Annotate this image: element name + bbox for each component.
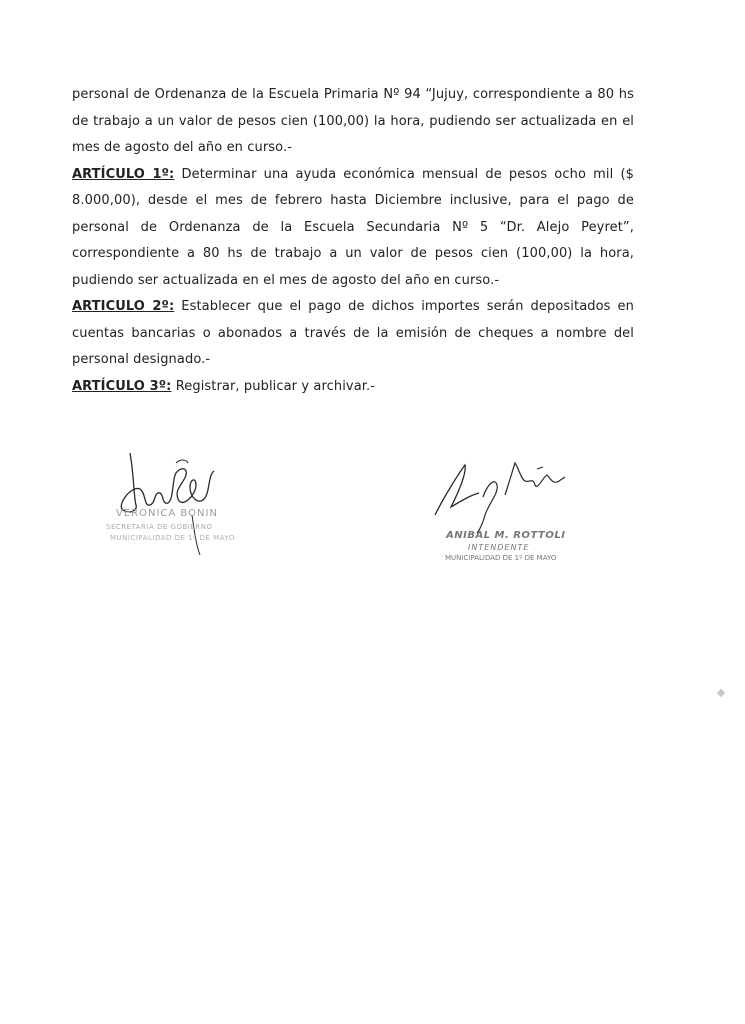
signer-left-title: SECRETARIA DE GOBIERNO	[106, 523, 213, 531]
signature-block-left	[100, 445, 240, 565]
article-2-label: ARTICULO 2º:	[72, 299, 175, 314]
article-1-label: ARTÍCULO 1º:	[72, 166, 175, 182]
signer-left-name: VERONICA BONIN	[116, 508, 218, 519]
article-3-text: Registrar, publicar y archivar.-	[171, 378, 376, 394]
document-body	[72, 82, 634, 400]
paragraph-article-2	[72, 294, 634, 374]
paragraph-text: personal de Ordenanza de la Escuela Primaria Nº 94 “Jujuy, correspondiente a 80 hs de trabajo a un valor de pesos cien (100,00) la hora, pudiendo ser actualizada en el mes de agosto del año en curso.-	[72, 87, 634, 155]
signer-right-title: INTENDENTE	[468, 543, 530, 552]
article-3-label: ARTÍCULO 3º:	[72, 378, 172, 394]
paragraph-article-1	[72, 162, 634, 295]
signature-block-right	[425, 455, 585, 575]
article-2-text: Establecer que el pago de dichos importes serán depositados en cuentas bancarias o abonados a través de la emisión de cheques a nombre del personal designado.-	[72, 299, 634, 367]
scan-speck	[717, 689, 725, 697]
signer-left-subtitle: MUNICIPALIDAD DE 1º DE MAYO	[110, 534, 235, 542]
paragraph-article-3	[72, 374, 634, 401]
signer-right-name: ANIBAL M. ROTTOLI	[446, 530, 566, 541]
handwritten-signature-right	[425, 455, 585, 535]
article-1-text: Determinar una ayuda económica mensual de pesos ocho mil ($ 8.000,00), desde el mes de febrero hasta Diciembre inclusive, para el pago de personal de Ordenanza de la Escuela Secundaria Nº 5 “Dr. Alejo Peyret”, correspondiente a 80 hs de trabajo a un valor de pesos cien (100,00) la hora, pudiendo ser actualizada en el mes de agosto del año en curso.-	[72, 166, 634, 288]
paragraph-intro	[72, 82, 634, 162]
signer-right-subtitle: MUNICIPALIDAD DE 1º DE MAYO	[445, 554, 557, 562]
handwritten-signature-left	[100, 445, 240, 565]
